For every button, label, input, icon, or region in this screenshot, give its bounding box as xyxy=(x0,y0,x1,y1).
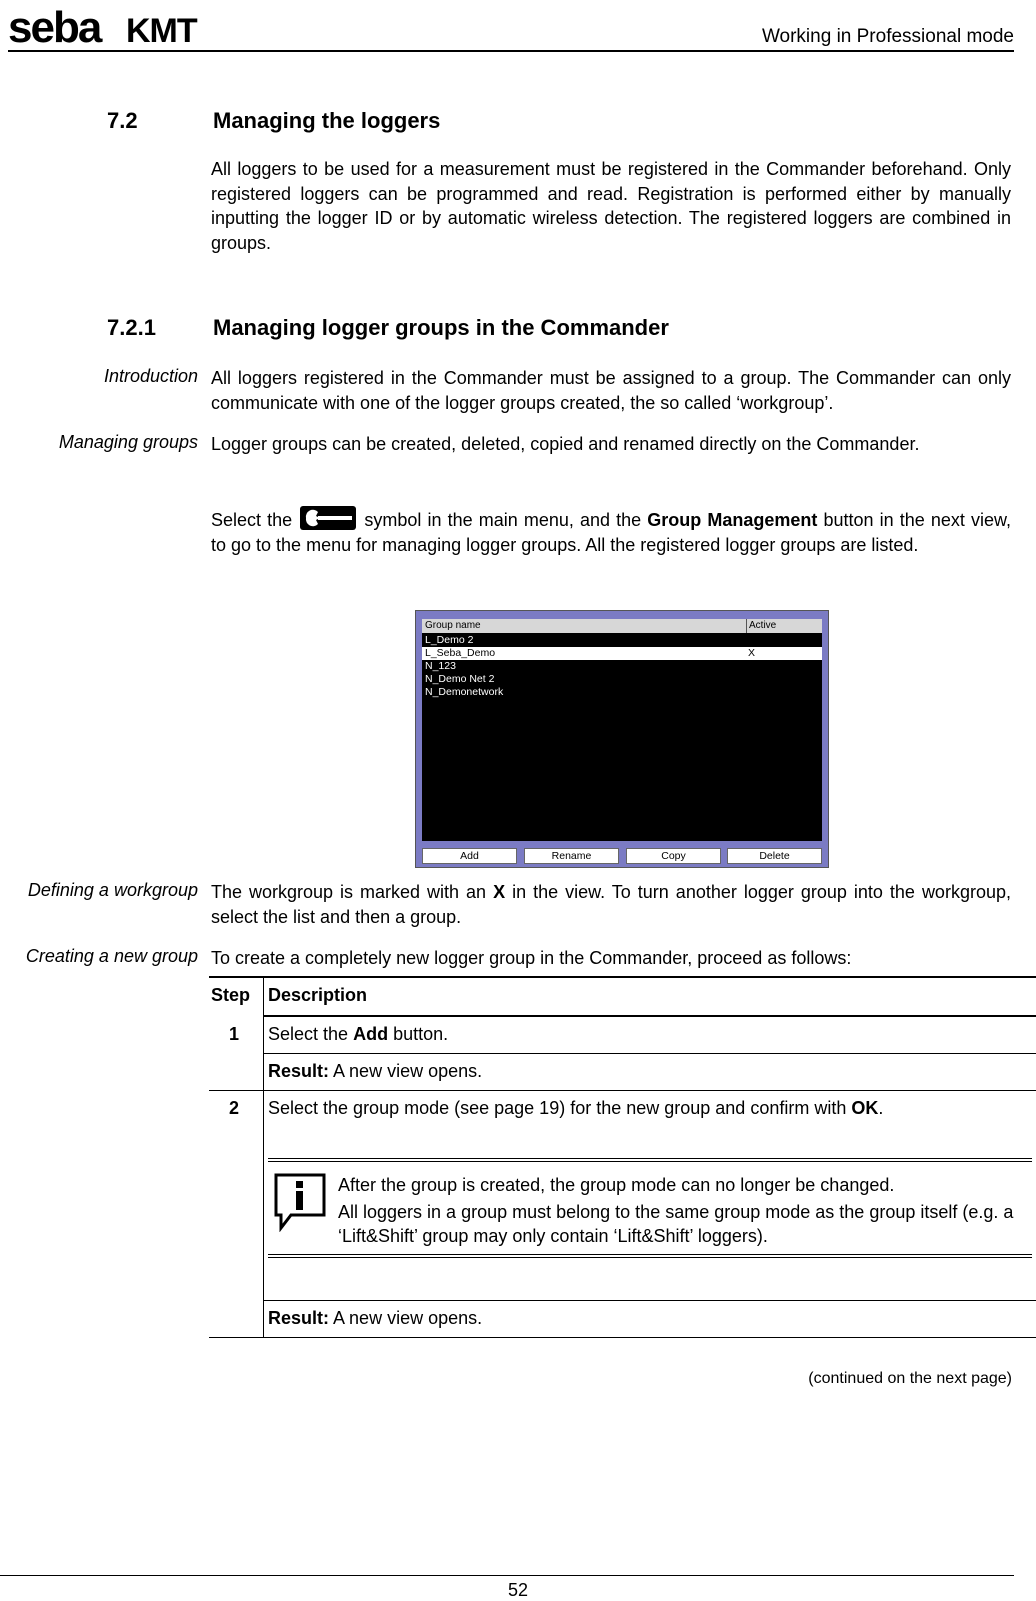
wrench-icon xyxy=(300,506,356,530)
table-row-rule xyxy=(209,1090,1036,1091)
company-logo xyxy=(8,8,228,48)
continued-note: (continued on the next page) xyxy=(808,1370,1012,1387)
svg-text:KMT: KMT xyxy=(126,12,197,48)
step-action: Select the group mode (see page 19) for the new group and confirm with OK. xyxy=(268,1098,884,1118)
margin-label-creating-group: Creating a new group xyxy=(25,946,198,966)
steps-table xyxy=(209,976,1036,1346)
table-row-rule xyxy=(264,1300,1036,1301)
step-result: Result: A new view opens. xyxy=(268,1061,483,1081)
step-number: 1 xyxy=(228,1024,239,1044)
step-number: 2 xyxy=(228,1098,239,1118)
list-item[interactable]: N_Demo Net 2 xyxy=(425,673,495,685)
header-divider xyxy=(8,50,1014,52)
select-symbol-paragraph: Select the symbol in the main menu, and the Group Management button in the next view, to go to the menu for managing logger groups. All the registered logger groups are listed. xyxy=(211,506,1011,557)
note-top-rule xyxy=(268,1158,1032,1162)
rename-button[interactable]: Rename xyxy=(524,848,619,864)
info-icon xyxy=(273,1172,327,1232)
svg-text:seba: seba xyxy=(8,8,101,48)
margin-label-defining-workgroup: Defining a workgroup xyxy=(27,880,198,900)
note-text: After the group is created, the group mode can no longer be changed. All loggers in a group must belong to the same group mode as the group itself (e.g. a ‘Lift&Shift’ group may only contain ‘Lift&Shift’ loggers). xyxy=(338,1175,1014,1246)
col-header-step: Step xyxy=(211,985,251,1005)
col-header-active: Active xyxy=(746,619,776,633)
margin-label-introduction: Introduction xyxy=(103,366,198,386)
list-header xyxy=(422,619,822,633)
section-number: 7.2 xyxy=(107,108,138,133)
subsection-number: 7.2.1 xyxy=(107,315,156,340)
section-title: Managing the loggers xyxy=(213,108,441,133)
step-result: Result: A new view opens. xyxy=(268,1308,483,1328)
introduction-paragraph: All loggers registered in the Commander must be assigned to a group. The Commander can only communicate with one of the logger groups created, the so called ‘workgroup’. xyxy=(211,368,1011,413)
list-item[interactable]: N_123 xyxy=(425,660,456,672)
margin-label-managing-groups: Managing groups xyxy=(58,432,198,452)
header-title: Working in Professional mode xyxy=(761,26,1014,47)
table-row-rule xyxy=(264,1053,1036,1054)
table-column-rule xyxy=(263,976,264,1337)
list-item[interactable]: L_Demo 2 xyxy=(425,634,474,646)
section-intro-paragraph: All loggers to be used for a measurement must be registered in the Commander beforehand. Only registered loggers can be programmed and read. Registration is performed either by manually inputting the logger ID or by automatic wireless detection. The registered loggers are combined in groups. xyxy=(211,159,1011,253)
group-management-screen xyxy=(415,610,829,868)
table-bottom-rule xyxy=(209,1337,1036,1338)
delete-button[interactable]: Delete xyxy=(727,848,822,864)
group-list[interactable] xyxy=(422,619,822,841)
copy-button[interactable]: Copy xyxy=(626,848,721,864)
col-header-description: Description xyxy=(268,985,368,1005)
footer-divider xyxy=(0,1575,1014,1576)
table-top-rule xyxy=(209,976,1036,978)
note-bottom-rule xyxy=(268,1254,1032,1258)
managing-groups-paragraph: Logger groups can be created, deleted, copied and renamed directly on the Commander. xyxy=(211,434,920,454)
defining-workgroup-paragraph: The workgroup is marked with an X in the view. To turn another logger group into the workgroup, select the list and then a group. xyxy=(211,882,1011,927)
table-header-rule xyxy=(264,1015,1036,1017)
list-item[interactable]: N_Demonetwork xyxy=(425,686,504,698)
step-action: Select the Add button. xyxy=(268,1024,449,1044)
col-header-group-name: Group name xyxy=(425,620,481,631)
subsection-title: Managing logger groups in the Commander xyxy=(213,315,669,340)
page-number: 52 xyxy=(507,1580,529,1600)
list-item[interactable]: L_Seba_Demo X xyxy=(422,647,822,660)
creating-group-paragraph: To create a completely new logger group in the Commander, proceed as follows: xyxy=(211,948,852,968)
add-button[interactable]: Add xyxy=(422,848,517,864)
